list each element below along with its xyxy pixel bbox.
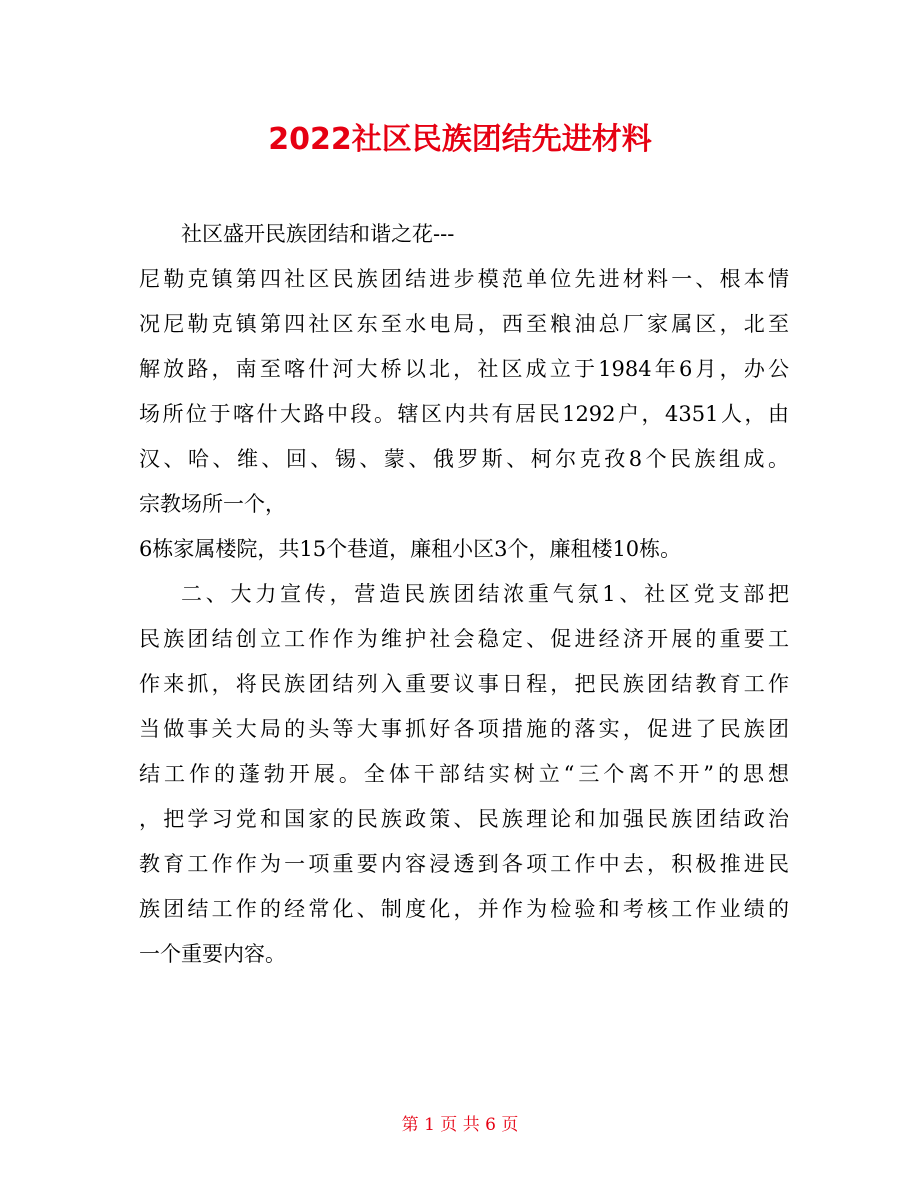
page-number-footer: 第 1 页 共 6 页 <box>401 1115 519 1135</box>
text-line-1: 社区盛开民族团结和谐之花--- <box>181 222 455 246</box>
text-line-9: 二、大力宣传，营造民族团结浓重气氛1、社区党支部把 <box>181 582 789 606</box>
text-line-17: 一个重要内容。 <box>139 942 286 966</box>
text-line-5: 场所位于喀什大路中段。辖区内共有居民1292户，4351人，由 <box>139 402 789 426</box>
text-line-11: 作来抓，将民族团结列入重要议事日程，把民族团结教育工作 <box>139 672 789 696</box>
text-line-3: 况尼勒克镇第四社区东至水电局，西至粮油总厂家属区，北至 <box>139 312 789 336</box>
text-line-6: 汉、哈、维、回、锡、蒙、俄罗斯、柯尔克孜8个民族组成。 <box>139 447 789 471</box>
text-line-2: 尼勒克镇第四社区民族团结进步模范单位先进材料一、根本情 <box>139 267 789 291</box>
text-line-7: 宗教场所一个， <box>139 492 286 516</box>
text-line-13: 结工作的蓬勃开展。全体干部结实树立“三个离不开”的思想 <box>139 762 789 786</box>
text-line-8: 6栋家属楼院，共15个巷道，廉租小区3个，廉租楼10栋。 <box>139 537 682 561</box>
text-line-10: 民族团结创立工作作为维护社会稳定、促进经济开展的重要工 <box>139 627 789 651</box>
document-title: 2022社区民族团结先进材料 <box>268 122 652 157</box>
text-line-16: 族团结工作的经常化、制度化，并作为检验和考核工作业绩的 <box>139 897 789 921</box>
text-line-14: ，把学习党和国家的民族政策、民族理论和加强民族团结政治 <box>139 807 789 831</box>
text-line-12: 当做事关大局的头等大事抓好各项措施的落实，促进了民族团 <box>139 717 789 741</box>
text-line-15: 教育工作作为一项重要内容浸透到各项工作中去，积极推进民 <box>139 852 789 876</box>
text-line-4: 解放路，南至喀什河大桥以北，社区成立于1984年6月，办公 <box>139 357 789 381</box>
